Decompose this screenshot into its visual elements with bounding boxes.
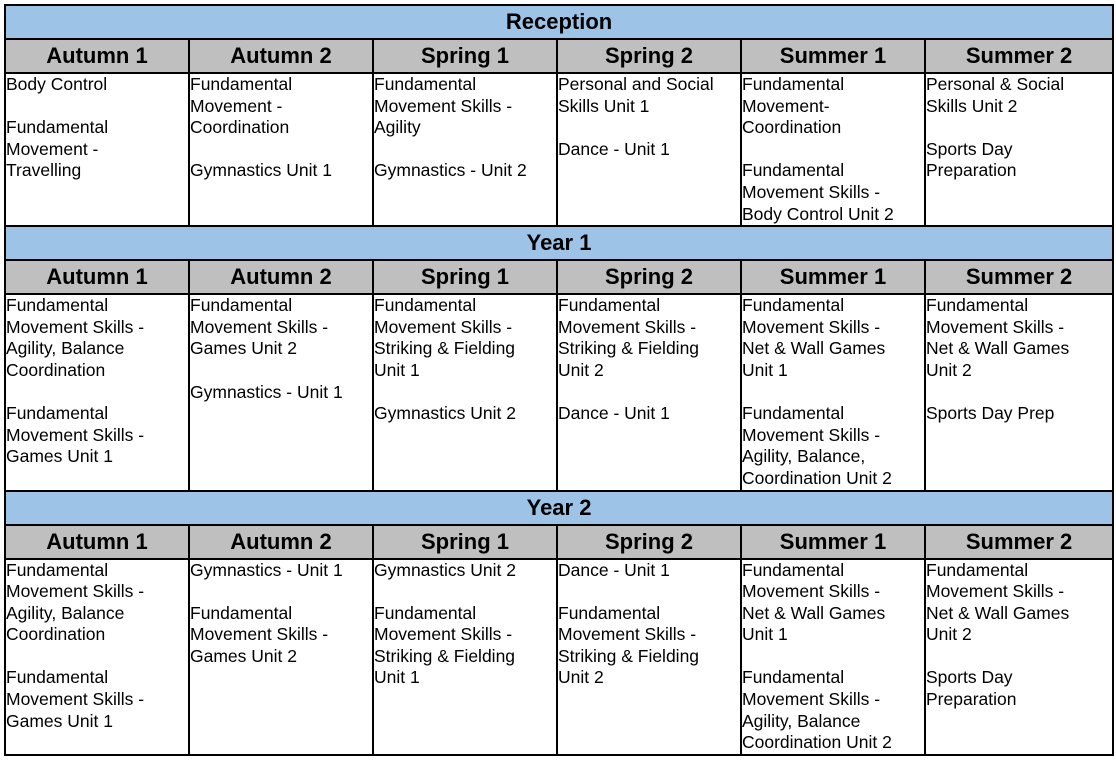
unit-text: Fundamental Movement Skills - Games Unit 2 xyxy=(190,295,329,359)
unit-text: Fundamental Movement Skills - Body Control Unit 2 xyxy=(742,160,894,224)
term-header: Spring 1 xyxy=(373,525,557,559)
unit-text: Gymnastics - Unit 1 xyxy=(190,559,343,580)
term-header: Autumn 1 xyxy=(5,260,189,294)
term-header: Summer 2 xyxy=(925,260,1113,294)
term-header: Spring 2 xyxy=(557,525,741,559)
unit-text: Sports Day Prep xyxy=(926,403,1055,424)
unit-text: Dance - Unit 1 xyxy=(558,403,670,424)
term-cell xyxy=(557,73,741,226)
term-header: Spring 2 xyxy=(557,260,741,294)
unit-text: Fundamental Movement Skills - Games Unit 1 xyxy=(6,403,145,467)
unit-text: Fundamental Movement Skills - Agility, Balance Coordination xyxy=(6,559,145,645)
unit-text: Fundamental Movement Skills - Agility, Balance Coordination xyxy=(6,295,145,380)
unit-text: Gymnastics - Unit 1 xyxy=(190,381,343,402)
term-header: Summer 1 xyxy=(741,525,925,559)
unit-text: Fundamental Movement Skills - Net & Wall Games Unit 1 xyxy=(742,295,886,380)
term-header: Summer 2 xyxy=(925,39,1113,73)
unit-text: Fundamental Movement Skills - Striking & Fielding Unit 2 xyxy=(558,602,700,688)
unit-text: Fundamental Movement Skills - Games Unit 1 xyxy=(6,667,145,731)
unit-text: Fundamental Movement Skills - Net & Wall Games Unit 1 xyxy=(742,559,886,645)
term-header: Autumn 2 xyxy=(189,260,373,294)
term-header: Summer 2 xyxy=(925,525,1113,559)
unit-text: Fundamental Movement Skills - Striking & Fielding Unit 1 xyxy=(374,295,516,380)
term-header-row xyxy=(5,39,1113,73)
term-cell xyxy=(925,73,1113,226)
term-header: Summer 1 xyxy=(741,260,925,294)
term-header: Spring 1 xyxy=(373,39,557,73)
section-header-row xyxy=(5,5,1113,39)
unit-text: Gymnastics Unit 2 xyxy=(374,559,516,580)
unit-text: Fundamental Movement Skills - Agility, Balance Coordination Unit 2 xyxy=(742,667,892,753)
unit-text: Fundamental Movement- Coordination xyxy=(742,74,845,138)
term-cell xyxy=(373,294,557,490)
unit-text: Fundamental Movement - Coordination xyxy=(190,74,293,138)
pe-curriculum-table xyxy=(4,4,1114,756)
term-cell xyxy=(5,73,189,226)
unit-text: Fundamental Movement Skills - Agility xyxy=(374,74,513,138)
unit-text: Gymnastics - Unit 2 xyxy=(374,160,527,181)
term-cell xyxy=(925,559,1113,755)
term-cell xyxy=(741,559,925,755)
term-cell xyxy=(741,294,925,490)
unit-text: Fundamental Movement Skills - Striking & Fielding Unit 2 xyxy=(558,295,700,380)
content-row xyxy=(5,294,1113,490)
unit-text: Fundamental Movement Skills - Striking & Fielding Unit 1 xyxy=(374,602,516,688)
section-title: Reception xyxy=(5,5,1113,39)
unit-text: Body Control xyxy=(6,74,108,94)
term-header-row xyxy=(5,525,1113,559)
term-cell xyxy=(189,559,373,755)
section-header-row xyxy=(5,491,1113,525)
unit-text: Fundamental Movement Skills - Net & Wall Games Unit 2 xyxy=(926,559,1070,645)
term-cell xyxy=(925,294,1113,490)
section-title: Year 1 xyxy=(5,226,1113,260)
unit-text: Fundamental Movement Skills - Games Unit 2 xyxy=(190,602,329,666)
unit-text: Gymnastics Unit 1 xyxy=(190,160,332,181)
term-header: Autumn 1 xyxy=(5,525,189,559)
term-cell xyxy=(373,73,557,226)
unit-text: Dance - Unit 1 xyxy=(558,138,670,159)
term-cell xyxy=(189,294,373,490)
term-cell xyxy=(5,559,189,755)
unit-text: Gymnastics Unit 2 xyxy=(374,403,516,424)
unit-text: Dance - Unit 1 xyxy=(558,559,670,580)
term-header: Summer 1 xyxy=(741,39,925,73)
term-cell xyxy=(557,559,741,755)
term-header: Spring 2 xyxy=(557,39,741,73)
unit-text: Fundamental Movement Skills - Agility, Balance, Coordination Unit 2 xyxy=(742,403,892,488)
term-header-row xyxy=(5,260,1113,294)
unit-text: Personal and Social Skills Unit 1 xyxy=(558,74,714,116)
unit-text: Fundamental Movement - Travelling xyxy=(6,117,109,181)
term-cell xyxy=(5,294,189,490)
term-cell xyxy=(557,294,741,490)
term-cell xyxy=(373,559,557,755)
section-header-row xyxy=(5,226,1113,260)
unit-text: Sports Day Preparation xyxy=(926,138,1017,181)
section-title: Year 2 xyxy=(5,491,1113,525)
term-header: Spring 1 xyxy=(373,260,557,294)
term-header: Autumn 1 xyxy=(5,39,189,73)
content-row xyxy=(5,73,1113,226)
unit-text: Personal & Social Skills Unit 2 xyxy=(926,74,1065,116)
term-header: Autumn 2 xyxy=(189,39,373,73)
content-row xyxy=(5,559,1113,755)
term-cell xyxy=(189,73,373,226)
term-cell xyxy=(741,73,925,226)
unit-text: Sports Day Preparation xyxy=(926,667,1017,710)
unit-text: Fundamental Movement Skills - Net & Wall Games Unit 2 xyxy=(926,295,1070,380)
term-header: Autumn 2 xyxy=(189,525,373,559)
